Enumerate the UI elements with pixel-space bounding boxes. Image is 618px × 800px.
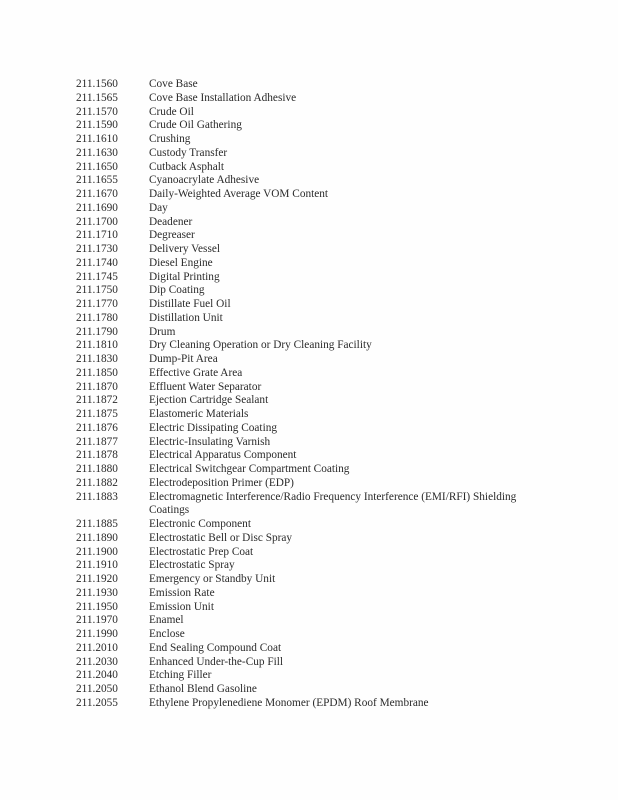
defined-term: Crude Oil Gathering bbox=[149, 119, 242, 132]
list-item bbox=[76, 133, 556, 147]
list-item bbox=[76, 532, 556, 546]
list-item bbox=[76, 119, 556, 133]
defined-term: Cutback Asphalt bbox=[149, 160, 224, 173]
section-number: 211.1710 bbox=[76, 229, 118, 242]
section-number: 211.1780 bbox=[76, 311, 118, 324]
section-number: 211.1610 bbox=[76, 133, 118, 145]
section-number: 211.1872 bbox=[76, 394, 118, 407]
section-number: 211.1850 bbox=[76, 366, 118, 379]
defined-term: Emergency or Standby Unit bbox=[149, 573, 276, 585]
list-item bbox=[76, 573, 556, 587]
section-number: 211.1565 bbox=[76, 91, 118, 104]
defined-term: Enamel bbox=[149, 614, 184, 627]
list-item bbox=[76, 559, 556, 573]
defined-term: Ethanol Blend Gasoline bbox=[149, 683, 257, 695]
list-item bbox=[76, 216, 556, 230]
section-number: 211.1700 bbox=[76, 215, 118, 228]
section-number: 211.1830 bbox=[76, 353, 118, 365]
list-item bbox=[76, 656, 556, 670]
section-number: 211.1878 bbox=[76, 449, 118, 462]
section-number: 211.1560 bbox=[76, 78, 118, 90]
defined-term: Emission Rate bbox=[149, 586, 215, 599]
section-number: 211.1590 bbox=[76, 119, 118, 132]
defined-term: Crushing bbox=[149, 133, 191, 145]
list-item bbox=[76, 312, 556, 326]
defined-term: Crude Oil bbox=[149, 105, 194, 118]
list-item bbox=[76, 174, 556, 188]
list-item bbox=[76, 188, 556, 202]
list-item bbox=[76, 491, 556, 519]
list-item bbox=[76, 477, 556, 491]
defined-term: Delivery Vessel bbox=[149, 243, 221, 255]
section-number: 211.1920 bbox=[76, 573, 118, 585]
defined-term: Etching Filler bbox=[149, 669, 212, 682]
list-item bbox=[76, 298, 556, 312]
list-item bbox=[76, 353, 556, 367]
defined-term: Daily-Weighted Average VOM Content bbox=[149, 188, 329, 200]
section-number: 211.1790 bbox=[76, 325, 118, 338]
defined-term: Distillation Unit bbox=[149, 311, 223, 324]
defined-term: Electrostatic Bell or Disc Spray bbox=[149, 531, 293, 544]
list-item bbox=[76, 463, 556, 477]
defined-term: Custody Transfer bbox=[149, 146, 228, 159]
list-item bbox=[76, 422, 556, 436]
defined-term: Dry Cleaning Operation or Dry Cleaning Facility bbox=[149, 339, 372, 352]
section-number: 211.1870 bbox=[76, 380, 118, 393]
section-number: 211.1876 bbox=[76, 421, 118, 434]
defined-term: Ejection Cartridge Sealant bbox=[149, 394, 269, 407]
list-item bbox=[76, 243, 556, 257]
defined-term: Ethylene Propylenediene Monomer (EPDM) Roof Membrane bbox=[149, 696, 429, 709]
list-item bbox=[76, 202, 556, 216]
list-item bbox=[76, 394, 556, 408]
list-item bbox=[76, 614, 556, 628]
list-item bbox=[76, 106, 556, 120]
section-number: 211.1883 bbox=[76, 490, 118, 503]
defined-term: Electrical Apparatus Component bbox=[149, 449, 297, 462]
section-number: 211.1875 bbox=[76, 408, 118, 420]
section-number: 211.1630 bbox=[76, 146, 118, 159]
list-item bbox=[76, 147, 556, 161]
section-number: 211.1690 bbox=[76, 201, 118, 214]
section-number: 211.2030 bbox=[76, 655, 118, 668]
section-number: 211.1655 bbox=[76, 174, 118, 187]
defined-term: End Sealing Compound Coat bbox=[149, 641, 282, 654]
section-number: 211.1910 bbox=[76, 559, 118, 572]
defined-term: Effluent Water Separator bbox=[149, 380, 262, 393]
section-number: 211.1570 bbox=[76, 105, 118, 118]
list-item bbox=[76, 257, 556, 271]
list-item bbox=[76, 408, 556, 422]
list-item bbox=[76, 229, 556, 243]
list-item bbox=[76, 587, 556, 601]
section-number: 211.1880 bbox=[76, 463, 118, 475]
list-item bbox=[76, 642, 556, 656]
section-number: 211.1990 bbox=[76, 628, 118, 640]
section-number: 211.1810 bbox=[76, 339, 118, 352]
defined-term: Dump-Pit Area bbox=[149, 353, 218, 365]
section-number: 211.1740 bbox=[76, 256, 118, 269]
section-number: 211.1750 bbox=[76, 284, 118, 297]
defined-term: Electrical Switchgear Compartment Coating bbox=[149, 463, 350, 475]
list-item bbox=[76, 669, 556, 683]
defined-term: Enclose bbox=[149, 628, 185, 640]
list-item bbox=[76, 518, 556, 532]
section-number: 211.1885 bbox=[76, 518, 118, 530]
section-number: 211.2040 bbox=[76, 669, 118, 682]
section-number: 211.1882 bbox=[76, 476, 118, 489]
list-item bbox=[76, 449, 556, 463]
list-item bbox=[76, 78, 556, 92]
list-item bbox=[76, 326, 556, 340]
defined-term: Distillate Fuel Oil bbox=[149, 298, 231, 310]
section-number: 211.2010 bbox=[76, 641, 118, 654]
list-item bbox=[76, 628, 556, 642]
section-number: 211.1877 bbox=[76, 435, 118, 448]
defined-term: Emission Unit bbox=[149, 600, 214, 613]
defined-term: Degreaser bbox=[149, 229, 195, 242]
section-number: 211.1970 bbox=[76, 614, 118, 627]
defined-term: Electrostatic Prep Coat bbox=[149, 545, 254, 558]
list-item bbox=[76, 683, 556, 697]
list-item bbox=[76, 367, 556, 381]
list-item bbox=[76, 381, 556, 395]
list-item bbox=[76, 161, 556, 175]
section-number: 211.1730 bbox=[76, 243, 118, 255]
defined-term: Digital Printing bbox=[149, 270, 220, 283]
defined-term: Electrodeposition Primer (EDP) bbox=[149, 476, 294, 489]
section-number: 211.2055 bbox=[76, 696, 118, 709]
list-item bbox=[76, 697, 556, 711]
defined-term: Electric-Insulating Varnish bbox=[149, 435, 271, 448]
section-number: 211.1890 bbox=[76, 531, 118, 544]
defined-term: Deadener bbox=[149, 215, 193, 228]
defined-term: Elastomeric Materials bbox=[149, 408, 249, 420]
defined-term: Electromagnetic Interference/Radio Frequency Interference (EMI/RFI) Shielding Coatings bbox=[149, 490, 517, 517]
section-number: 211.2050 bbox=[76, 683, 118, 695]
definitions-list bbox=[76, 78, 556, 711]
defined-term: Effective Grate Area bbox=[149, 366, 243, 379]
list-item bbox=[76, 601, 556, 615]
defined-term: Electric Dissipating Coating bbox=[149, 421, 278, 434]
defined-term: Diesel Engine bbox=[149, 256, 213, 269]
defined-term: Electrostatic Spray bbox=[149, 559, 235, 572]
defined-term: Electronic Component bbox=[149, 518, 251, 530]
list-item bbox=[76, 436, 556, 450]
defined-term: Drum bbox=[149, 325, 176, 338]
list-item bbox=[76, 92, 556, 106]
defined-term: Enhanced Under-the-Cup Fill bbox=[149, 655, 284, 668]
defined-term: Day bbox=[149, 201, 168, 214]
list-item bbox=[76, 284, 556, 298]
section-number: 211.1670 bbox=[76, 188, 118, 200]
defined-term: Dip Coating bbox=[149, 284, 205, 297]
list-item bbox=[76, 271, 556, 285]
section-number: 211.1950 bbox=[76, 600, 118, 613]
defined-term: Cove Base Installation Adhesive bbox=[149, 91, 297, 104]
list-item bbox=[76, 339, 556, 353]
list-item bbox=[76, 546, 556, 560]
section-number: 211.1770 bbox=[76, 298, 118, 310]
section-number: 211.1650 bbox=[76, 160, 118, 173]
section-number: 211.1745 bbox=[76, 270, 118, 283]
defined-term: Cyanoacrylate Adhesive bbox=[149, 174, 260, 187]
section-number: 211.1930 bbox=[76, 586, 118, 599]
section-number: 211.1900 bbox=[76, 545, 118, 558]
defined-term: Cove Base bbox=[149, 78, 198, 90]
